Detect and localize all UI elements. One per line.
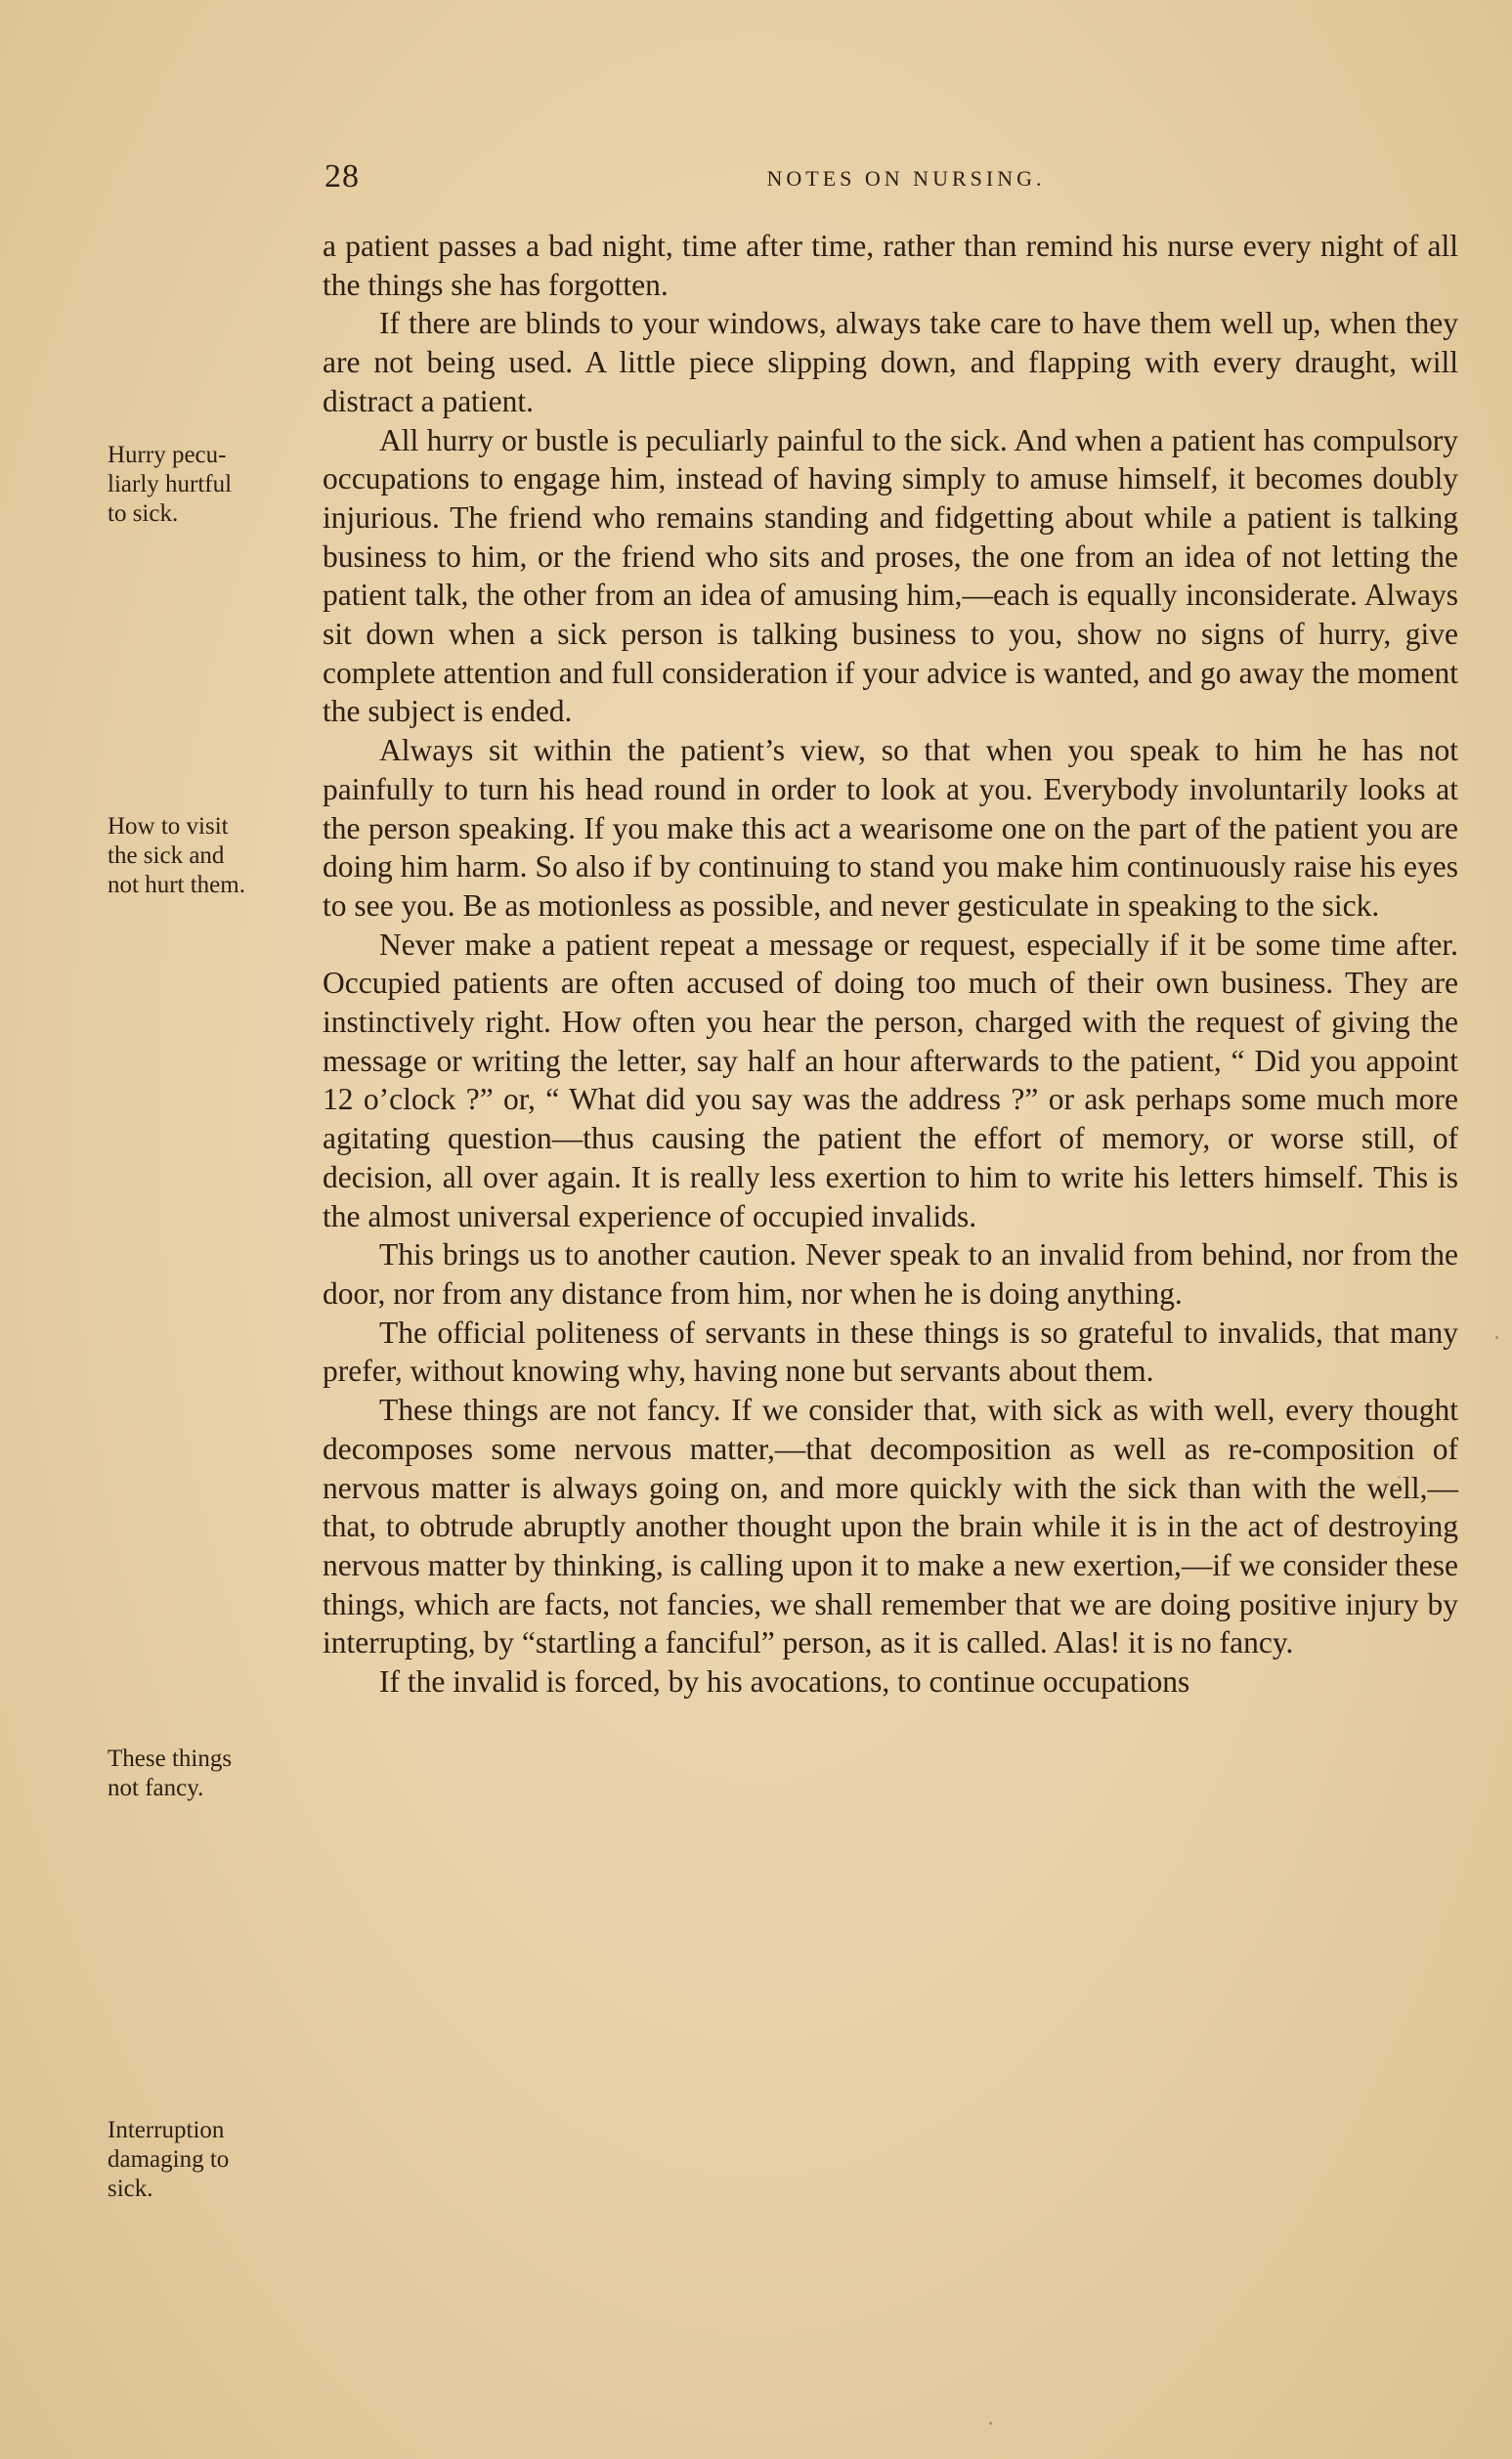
side-note-hurry	[108, 441, 313, 529]
side-note-visit	[108, 812, 313, 900]
paragraph: These things are not fancy. If we consider that, with sick as with well, every thought decomposes some nervous matter,—that decomposition as well as re-composition of nervous matter is always going on, and more quickly with the sick than with the well,—that, to obtrude abruptly another thought upon the brain while it is in the act of destroying nervous matter by thinking, is calling upon it to make a new exertion,—if we consider these things, which are facts, not fancies, we shall remember that we are doing positive injury by interrupting, by “startling a fanciful” person, as it is called. Alas! it is no fancy.	[323, 1393, 1458, 1661]
side-note-text: These things not fancy.	[108, 1746, 233, 1801]
page-header	[324, 158, 1458, 197]
paper-speck	[1495, 1336, 1498, 1339]
side-note-text: Interruption damaging to sick.	[108, 2117, 230, 2202]
running-head: NOTES ON NURSING.	[766, 166, 1046, 191]
side-note-interruption	[108, 2116, 313, 2204]
paragraph: Always sit within the patient’s view, so that when you speak to him he has not painfully to turn his head round in order to look at you. Everybody involuntarily looks at the person speaking. If you make this act a wearisome one on the part of the patient you are doing him harm. So also if by continuing to stand you make him continuously raise his eyes to see you. Be as motionless as possible, and never gesticulate in speaking to the sick.	[323, 733, 1458, 923]
paper-speck	[989, 2422, 992, 2425]
side-note-text: Hurry pecu- liarly hurtful to sick.	[108, 442, 233, 527]
paper-speck	[1398, 1476, 1401, 1479]
side-note-fancy	[108, 1745, 313, 1803]
paragraph: The official politeness of servants in these things is so grateful to invalids, that many prefer, without knowing why, having none but servants about them.	[323, 1315, 1458, 1389]
body-text	[323, 227, 1458, 1702]
paragraph: a patient passes a bad night, time after time, rather than remind his nurse every night of all the things she has forgotten.	[323, 229, 1458, 302]
paragraph: Never make a patient repeat a message or request, especially if it be some time after. Occupied patients are often accused of doing too much of their own business. They are instinctively right. How often you hear the person, charged with the request of giving the message or writing the letter, say half an hour afterwards to the patient, “ Did you appoint 12 o’clock ?” or, “ What did you say was the address ?” or ask perhaps some much more agitating question—thus causing the patient the effort of memory, or worse still, of decision, all over again. It is really less exertion to him to write his letters himself. This is the almost universal experience of occupied invalids.	[323, 927, 1458, 1233]
paragraph: If the invalid is forced, by his avocations, to continue occupations	[379, 1664, 1190, 1700]
page-number: 28	[324, 158, 360, 194]
side-note-text: How to visit the sick and not hurt them.	[108, 813, 245, 898]
paragraph: This brings us to another caution. Never speak to an invalid from behind, nor from the door, nor from any distance from him, nor when he is doing anything.	[323, 1237, 1458, 1311]
paragraph: All hurry or bustle is peculiarly painful to the sick. And when a patient has compulsory occupations to engage him, instead of having simply to amuse himself, it becomes doubly injurious. The friend who remains standing and fidgetting about while a patient is talking business to him, or the friend who sits and proses, the one from an idea of not letting the patient talk, the other from an idea of amusing him,—each is equally inconsiderate. Always sit down when a sick person is talking business to you, show no signs of hurry, give complete attention and full consideration if your advice is wanted, and go away the moment the subject is ended.	[323, 422, 1458, 729]
paragraph: If there are blinds to your windows, always take care to have them well up, when they are not being used. A little piece slipping down, and flapping with every draught, will distract a patient.	[323, 306, 1458, 418]
